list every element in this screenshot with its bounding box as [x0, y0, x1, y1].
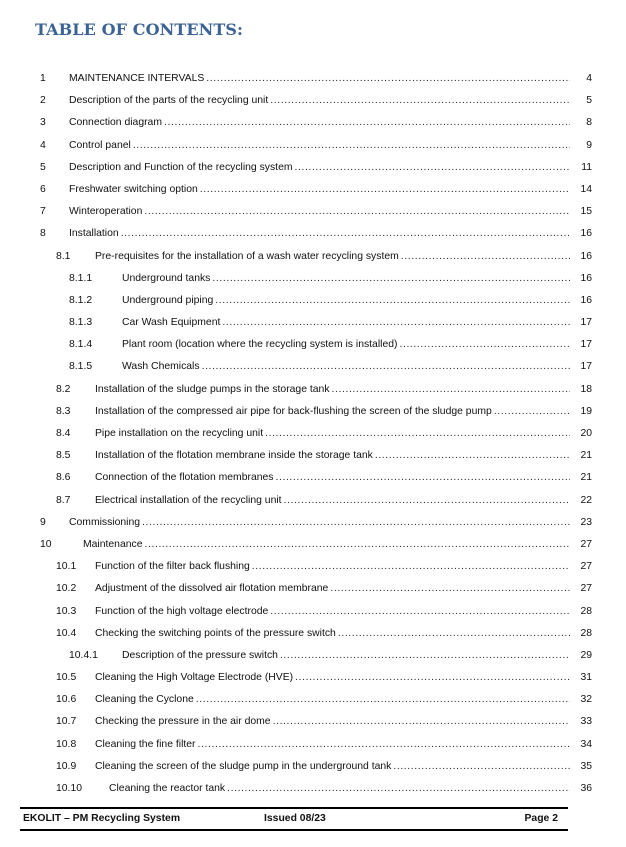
toc-entry-title[interactable]: Connection diagram [69, 112, 164, 134]
toc-entry[interactable] [0, 379, 626, 401]
toc-entry[interactable] [0, 734, 626, 756]
toc-entry-title-leader [95, 689, 570, 711]
dot-leader [198, 734, 570, 756]
toc-entry-title[interactable]: Installation of the compressed air pipe for back-flushing the screen of the sludge pump [95, 401, 494, 423]
toc-entry-page[interactable]: 33 [580, 716, 592, 728]
toc-entry-title[interactable]: Description and Function of the recycling system [69, 157, 295, 179]
toc-entry-title[interactable]: Connection of the flotation membranes [95, 467, 275, 489]
toc-entry-page[interactable]: 20 [580, 428, 592, 439]
dot-leader [399, 334, 570, 356]
toc-entry[interactable] [0, 711, 626, 733]
toc-entry-number: 7 [40, 206, 46, 218]
dot-leader [133, 135, 570, 157]
toc-entry-title[interactable]: Adjustment of the dissolved air flotation membrane [95, 578, 330, 600]
toc-entry-title[interactable]: Electrical installation of the recycling unit [95, 490, 284, 512]
toc-entry-page[interactable]: 14 [580, 183, 592, 195]
toc-entry-page[interactable]: 28 [580, 605, 592, 617]
toc-entry-title[interactable]: Function of the filter back flushing [95, 556, 252, 578]
toc-entry-title-leader [109, 778, 570, 800]
toc-entry-title-leader [69, 157, 570, 179]
dot-leader [196, 689, 570, 711]
dot-leader [401, 246, 570, 268]
toc-entry-title-leader [95, 490, 570, 512]
toc-entry-page[interactable]: 9 [586, 139, 592, 151]
toc-entry-title[interactable]: Cleaning the screen of the sludge pump in the underground tank [95, 756, 393, 778]
toc-entry-title-leader [69, 68, 570, 90]
toc-entry-number: 5 [40, 161, 46, 173]
toc-entry-page[interactable]: 35 [580, 760, 592, 772]
toc-entry-page[interactable]: 34 [580, 738, 592, 750]
toc-entry-page[interactable]: 17 [580, 339, 592, 351]
toc-entry-page[interactable]: 23 [580, 516, 592, 528]
dot-leader [494, 401, 570, 423]
toc-entry-title-leader [122, 312, 570, 334]
dot-leader [227, 778, 570, 800]
toc-entry-number: 10.7 [56, 716, 77, 728]
toc-entry-number: 8 [40, 228, 46, 240]
toc-entry-title[interactable]: Cleaning the High Voltage Electrode (HVE) [95, 667, 295, 689]
toc-entry-number: 10.4.1 [69, 649, 98, 661]
dot-leader [393, 756, 570, 778]
footer-issue-date: Issued 08/23 [264, 813, 326, 824]
toc-entry-title-leader [95, 578, 570, 600]
toc-entry-page[interactable]: 18 [580, 383, 592, 395]
dot-leader [202, 356, 570, 378]
dot-leader [338, 623, 570, 645]
toc-entry-number: 10.10 [56, 783, 83, 794]
toc-entry-title-leader [122, 645, 570, 667]
footer-document-name: EKOLIT – PM Recycling System [23, 813, 181, 824]
toc-entry-title[interactable]: Function of the high voltage electrode [95, 601, 270, 623]
toc-entry-title-leader [95, 711, 570, 733]
toc-entry[interactable] [0, 445, 626, 467]
toc-entry-page[interactable]: 27 [580, 583, 592, 595]
dot-leader [222, 312, 570, 334]
toc-entry-page[interactable]: 11 [581, 161, 592, 173]
toc-entry-title[interactable]: Winteroperation [69, 201, 144, 223]
dot-leader [295, 157, 570, 179]
toc-entry-title[interactable]: Description of the pressure switch [122, 645, 280, 667]
toc-entry-title-leader [122, 334, 570, 356]
toc-entry[interactable] [0, 467, 626, 489]
toc-entry-number: 10.6 [56, 694, 77, 706]
toc-entry-title-leader [69, 179, 570, 201]
toc-entry[interactable] [0, 90, 626, 112]
dot-leader [280, 645, 570, 667]
toc-entry-page[interactable]: 16 [580, 228, 592, 240]
toc-entry[interactable] [0, 556, 626, 578]
toc-entry-title[interactable]: Pipe installation on the recycling unit [95, 423, 265, 445]
toc-entry-page[interactable]: 21 [580, 472, 592, 484]
toc-entry-title-leader [122, 356, 570, 378]
toc-entry[interactable] [0, 179, 626, 201]
toc-entry-title-leader [122, 290, 570, 312]
toc-entry-number: 10.8 [56, 738, 77, 750]
toc-entry-number: 8.1.5 [69, 361, 93, 373]
toc-entry[interactable] [0, 601, 626, 623]
toc-entry-number: 9 [40, 516, 46, 528]
toc-entry-title[interactable]: Installation [69, 223, 121, 245]
toc-entry-title-leader [69, 223, 570, 245]
toc-entry-title[interactable]: Underground tanks [122, 268, 212, 290]
page-title: TABLE OF CONTENTS: [35, 20, 244, 39]
toc-entry-title-leader [69, 201, 570, 223]
toc-entry-title-leader [69, 112, 570, 134]
toc-entry-page[interactable]: 16 [580, 272, 592, 284]
toc-entry[interactable] [0, 423, 626, 445]
toc-entry[interactable] [0, 223, 626, 245]
toc-entry-title[interactable]: Pre-requisites for the installation of a wash water recycling system [95, 246, 401, 268]
dot-leader [215, 290, 570, 312]
dot-leader [270, 90, 570, 112]
toc-entry-title[interactable]: Cleaning the reactor tank [109, 778, 227, 800]
toc-entry-page[interactable]: 27 [580, 538, 592, 550]
toc-entry-number: 8.2 [56, 383, 71, 395]
toc-entry-number: 8.1 [56, 250, 71, 262]
toc-entry-page[interactable]: 29 [580, 649, 592, 661]
toc-entry[interactable] [0, 623, 626, 645]
toc-entry-title-leader [95, 667, 570, 689]
toc-entry-title-leader [95, 601, 570, 623]
toc-entry[interactable] [0, 689, 626, 711]
toc-entry-number: 8.6 [56, 472, 71, 484]
toc-entry[interactable] [0, 401, 626, 423]
toc-entry-page[interactable]: 8 [586, 117, 592, 129]
dot-leader [142, 512, 570, 534]
footer-page-number: Page 2 [524, 813, 558, 824]
toc-entry-title[interactable]: Checking the switching points of the pressure switch [95, 623, 338, 645]
dot-leader [121, 223, 570, 245]
toc-entry-number: 8.4 [56, 428, 71, 439]
toc-entry-number: 10.9 [56, 760, 77, 772]
toc-entry-number: 8.3 [56, 405, 71, 417]
toc-entry-number: 8.7 [56, 494, 71, 506]
toc-entry-page[interactable]: 16 [580, 294, 592, 306]
dot-leader [252, 556, 570, 578]
dot-leader [375, 445, 570, 467]
toc-entry-number: 10 [40, 538, 52, 550]
toc-entry-title[interactable]: Checking the pressure in the air dome [95, 711, 273, 733]
toc-entry[interactable] [0, 268, 626, 290]
toc-entry-title[interactable]: Plant room (location where the recycling system is installed) [122, 334, 399, 356]
toc-entry[interactable] [0, 112, 626, 134]
toc-entry-title-leader [69, 90, 570, 112]
toc-entry-page[interactable]: 28 [580, 627, 592, 639]
toc-entry-number: 1 [40, 73, 46, 84]
dot-leader [212, 268, 570, 290]
toc-entry[interactable] [0, 778, 626, 800]
toc-entry-title[interactable]: Freshwater switching option [69, 179, 200, 201]
toc-entry-title-leader [83, 534, 570, 556]
toc-entry-page[interactable]: 17 [580, 317, 592, 329]
toc-entry-number: 6 [40, 183, 46, 195]
toc-entry-number: 10.2 [56, 583, 77, 595]
toc-entry-title-leader [69, 512, 570, 534]
toc-entry-page[interactable]: 5 [586, 95, 592, 107]
toc-entry[interactable] [0, 534, 626, 556]
toc-entry-title[interactable]: Commissioning [69, 512, 142, 534]
dot-leader [144, 201, 570, 223]
toc-entry-page[interactable]: 17 [580, 361, 592, 373]
dot-leader [284, 490, 570, 512]
toc-entry-title-leader [95, 445, 570, 467]
toc-entry[interactable] [0, 667, 626, 689]
toc-entry-title[interactable]: Cleaning the fine filter [95, 734, 198, 756]
toc-entry-title-leader [95, 556, 570, 578]
dot-leader [332, 379, 570, 401]
toc-entry[interactable] [0, 334, 626, 356]
toc-entry[interactable] [0, 135, 626, 157]
toc-entry-page[interactable]: 27 [580, 561, 592, 573]
toc-entry[interactable] [0, 290, 626, 312]
dot-leader [295, 667, 570, 689]
toc-entry-title-leader [95, 734, 570, 756]
toc-entry-title[interactable]: Car Wash Equipment [122, 312, 222, 334]
toc-entry-number: 10.3 [56, 605, 77, 617]
dot-leader [164, 112, 570, 134]
toc-entry-page[interactable]: 4 [586, 73, 592, 84]
toc-entry[interactable] [0, 756, 626, 778]
toc-entry-page[interactable]: 21 [580, 450, 592, 462]
toc-entry[interactable] [0, 201, 626, 223]
table-of-contents [0, 68, 626, 800]
toc-entry-number: 10.1 [56, 561, 77, 573]
toc-entry-number: 8.1.3 [69, 317, 93, 329]
toc-entry-number: 3 [40, 117, 46, 129]
toc-entry[interactable] [0, 578, 626, 600]
toc-entry-title[interactable]: Underground piping [122, 290, 215, 312]
toc-entry-number: 10.5 [56, 672, 77, 684]
toc-entry-title-leader [95, 379, 570, 401]
toc-entry-title[interactable]: Wash Chemicals [122, 356, 202, 378]
toc-entry-page[interactable]: 19 [580, 405, 592, 417]
toc-entry-page[interactable]: 32 [580, 694, 592, 706]
dot-leader [273, 711, 570, 733]
dot-leader [265, 423, 570, 445]
toc-entry[interactable] [0, 312, 626, 334]
toc-entry-page[interactable]: 31 [580, 672, 592, 684]
toc-entry[interactable] [0, 490, 626, 512]
dot-leader [275, 467, 570, 489]
toc-entry-number: 8.1.2 [69, 294, 93, 306]
toc-entry-title[interactable]: Description of the parts of the recycling unit [69, 90, 270, 112]
toc-entry-number: 2 [40, 95, 46, 107]
toc-entry-number: 8.1.1 [69, 272, 93, 284]
toc-entry-title-leader [95, 401, 570, 423]
toc-entry-title-leader [122, 268, 570, 290]
toc-entry-page[interactable]: 36 [580, 783, 592, 794]
toc-entry-title-leader [69, 135, 570, 157]
toc-entry-number: 8.5 [56, 450, 71, 462]
toc-entry-title[interactable]: Installation of the sludge pumps in the storage tank [95, 379, 332, 401]
dot-leader [200, 179, 570, 201]
toc-entry-title[interactable]: Cleaning the Cyclone [95, 689, 196, 711]
toc-entry-page[interactable]: 16 [580, 250, 592, 262]
toc-entry-title-leader [95, 623, 570, 645]
toc-entry-title-leader [95, 467, 570, 489]
toc-entry-title-leader [95, 246, 570, 268]
toc-entry-title[interactable]: Maintenance [83, 534, 145, 556]
toc-entry-page[interactable]: 15 [580, 206, 592, 218]
toc-entry[interactable] [0, 246, 626, 268]
toc-entry-page[interactable]: 22 [580, 494, 592, 506]
toc-entry[interactable] [0, 356, 626, 378]
toc-entry[interactable] [0, 645, 626, 667]
toc-entry-title[interactable]: MAINTENANCE INTERVALS [69, 68, 206, 90]
dot-leader [145, 534, 571, 556]
toc-entry-title[interactable]: Installation of the flotation membrane inside the storage tank [95, 445, 375, 467]
toc-entry-number: 8.1.4 [69, 339, 93, 351]
dot-leader [270, 601, 570, 623]
toc-entry-title-leader [95, 756, 570, 778]
page-footer [20, 807, 568, 831]
toc-entry-title-leader [95, 423, 570, 445]
toc-entry-number: 10.4 [56, 627, 77, 639]
dot-leader [330, 578, 570, 600]
dot-leader [206, 68, 570, 90]
toc-entry[interactable] [0, 68, 626, 90]
toc-entry[interactable] [0, 157, 626, 179]
toc-entry[interactable] [0, 512, 626, 534]
toc-entry-title[interactable]: Control panel [69, 135, 133, 157]
toc-entry-number: 4 [40, 139, 46, 151]
